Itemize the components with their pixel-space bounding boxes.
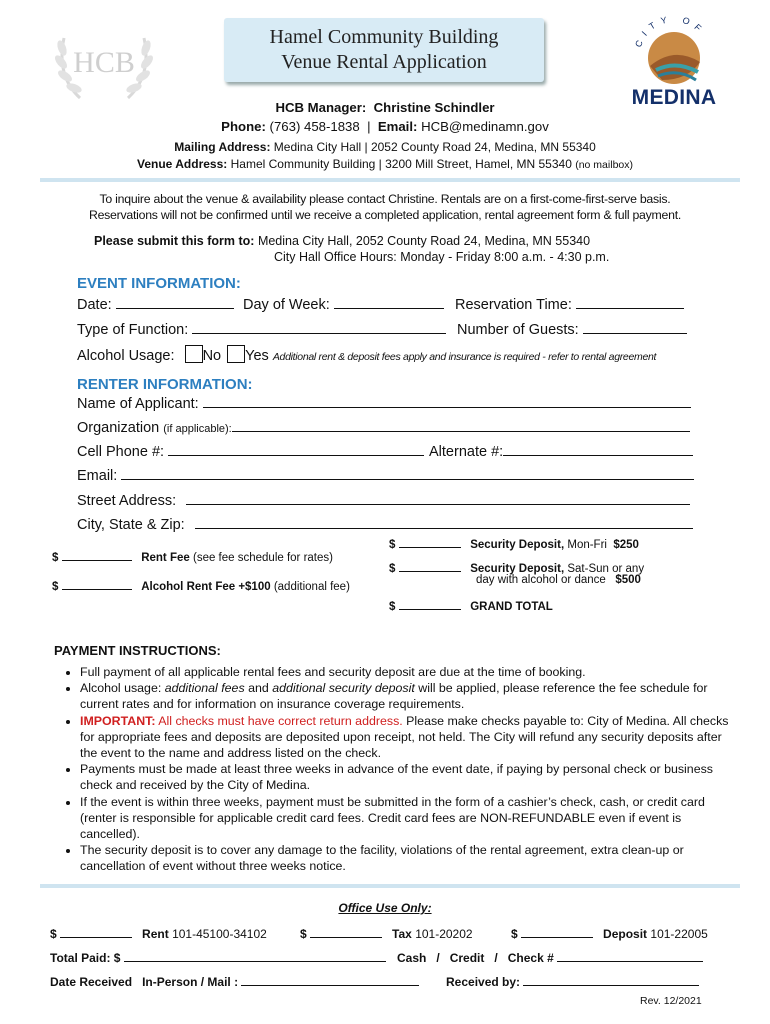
hcb-logo-text: HCB [73,46,135,79]
office-rent-input-line[interactable] [60,927,132,938]
hcb-logo [50,18,158,106]
type-of-function-input-line[interactable] [192,321,446,334]
applicant-name-field[interactable]: Name of Applicant: [77,395,691,412]
alcohol-usage-field: Alcohol Usage: No Yes Additional rent & deposit fees apply and insurance is required - refer to rental agreement [77,345,656,364]
applicant-name-input-line[interactable] [203,395,691,408]
list-item: • Alcohol usage: additional fees and additional security deposit will be applied, please reference the fee schedule for current rates and for information on insurance coverage requirements. [80,680,740,712]
deposit-sat-row: $ Security Deposit, Sat-Sun or any [389,563,645,575]
type-of-function-field[interactable]: Type of Function: [77,321,446,338]
date-received-row: Date Received In-Person / Mail : [50,975,419,989]
list-item: • Payments must be made at least three weeks in advance of the event date, if paying by personal check or business check and received by the City of Medina. [80,761,740,793]
alcohol-fee-row: $ Alcohol Rent Fee +$100 (additional fee) [52,581,350,593]
rent-fee-row: $ Rent Fee (see fee schedule for rates) [52,552,333,564]
total-paid-input-line[interactable] [124,951,386,962]
payment-instructions-heading: PAYMENT INSTRUCTIONS: [54,643,221,658]
phone-email-line: Phone: (763) 458-1838 | Email: HCB@medinamn.gov [221,119,549,134]
intro-line-2: Reservations will not be confirmed until we receive a completed application, rental agreement form & full payment. [88,208,682,222]
alcohol-yes-checkbox[interactable] [227,345,245,363]
deposit-mon-row: $ Security Deposit, Mon-Fri $250 [389,539,639,551]
day-of-week-input-line[interactable] [334,296,444,309]
email-input-line[interactable] [121,467,694,480]
office-deposit-row: $ Deposit 101-22005 [511,927,708,941]
day-of-week-field[interactable]: Day of Week: [243,296,444,313]
title-box [224,18,544,82]
intro-line-1: To inquire about the venue & availability please contact Christine. Rentals are on a first-come-first-serve basis. [99,192,671,206]
alcohol-no-checkbox[interactable] [185,345,203,363]
rent-fee-input-line[interactable] [62,550,132,561]
street-address-field[interactable]: Street Address: [77,492,690,509]
list-item: • Full payment of all applicable rental fees and security deposit are due at the time of booking. [80,664,740,680]
medina-wordmark: MEDINA [631,86,717,109]
email-field[interactable]: Email: [77,467,694,484]
alternate-phone-field[interactable]: Alternate #: [429,443,693,460]
deposit-sat-line-2: day with alcohol or dance $500 [476,574,641,586]
check-number-input-line[interactable] [557,951,703,962]
street-address-input-line[interactable] [186,492,690,505]
title-line-1: Hamel Community Building [269,26,499,48]
organization-field[interactable]: Organization (if applicable): [77,419,690,436]
date-received-input-line[interactable] [241,975,419,986]
grand-total-row: $ GRAND TOTAL [389,601,553,613]
received-by-row: Received by: [446,975,699,989]
manager-line: HCB Manager: Christine Schindler [275,100,495,115]
reservation-time-input-line[interactable] [576,296,684,309]
deposit-mon-input-line[interactable] [399,537,461,548]
phone-number: (763) 458-1838 [269,119,360,134]
submit-line: Please submit this form to: Medina City Hall, 2052 County Road 24, Medina, MN 55340 [94,234,591,248]
event-info-heading: EVENT INFORMATION: [77,275,241,292]
title-line-2: Venue Rental Application [281,51,487,73]
office-tax-row: $ Tax 101-20202 [300,927,473,941]
list-item: • The security deposit is to cover any damage to the facility, violations of the rental agreement, extra clean-up or cancellation of event without three weeks notice. [80,842,740,874]
revision-date: Rev. 12/2021 [640,995,702,1007]
cell-phone-field[interactable]: Cell Phone #: [77,443,424,460]
organization-input-line[interactable] [232,419,690,432]
deposit-sat-input-line[interactable] [399,561,461,572]
mailing-address-line: Mailing Address: Medina City Hall | 2052 County Road 24, Medina, MN 55340 [174,140,596,154]
payment-method-row: Cash / Credit / Check # [397,951,703,965]
office-tax-input-line[interactable] [310,927,382,938]
alcohol-note: Additional rent & deposit fees apply and insurance is required - refer to rental agreement [272,351,657,363]
grand-total-input-line[interactable] [399,599,461,610]
office-rent-row: $ Rent 101-45100-34102 [50,927,267,941]
number-of-guests-input-line[interactable] [583,321,687,334]
cell-phone-input-line[interactable] [168,443,424,456]
office-hours: City Hall Office Hours: Monday - Friday 8:00 a.m. - 4:30 p.m. [274,250,610,264]
manager-name: Christine Schindler [373,100,495,115]
city-state-zip-input-line[interactable] [195,516,693,529]
laurel-wreath-icon [50,18,158,106]
office-deposit-input-line[interactable] [521,927,593,938]
date-input-line[interactable] [116,296,234,309]
number-of-guests-field[interactable]: Number of Guests: [457,321,687,338]
date-field[interactable]: Date: [77,296,234,313]
city-of-arc-text: CITY OF [633,13,708,49]
renter-info-heading: RENTER INFORMATION: [77,376,253,393]
city-state-zip-field[interactable]: City, State & Zip: [77,516,693,533]
divider [40,884,740,888]
received-by-input-line[interactable] [523,975,699,986]
divider [40,178,740,182]
list-item: • If the event is within three weeks, payment must be submitted in the form of a cashier’s check, cash, or credit card (renter is responsible for applicable credit card fees. Credit card fees are NON-REFUNDABLE even if event is cancelled). [80,794,740,843]
alcohol-fee-input-line[interactable] [62,579,132,590]
office-use-heading: Office Use Only: [338,901,432,915]
email-address: HCB@medinamn.gov [421,119,549,134]
alternate-phone-input-line[interactable] [503,443,693,456]
total-paid-row: Total Paid: $ [50,951,386,965]
list-item: • IMPORTANT: All checks must have correct return address. Please make checks payable to: City of Medina. All checks for appropriate fees and deposits are deposited upon receipt, not held. The City will refund any security deposits after the event to the name and address listed on the check. [80,713,740,762]
reservation-time-field[interactable]: Reservation Time: [455,296,684,313]
venue-address-line: Venue Address: Hamel Community Building | 3200 Mill Street, Hamel, MN 55340 (no mailbox) [137,157,633,171]
payment-instructions-list [66,664,740,875]
